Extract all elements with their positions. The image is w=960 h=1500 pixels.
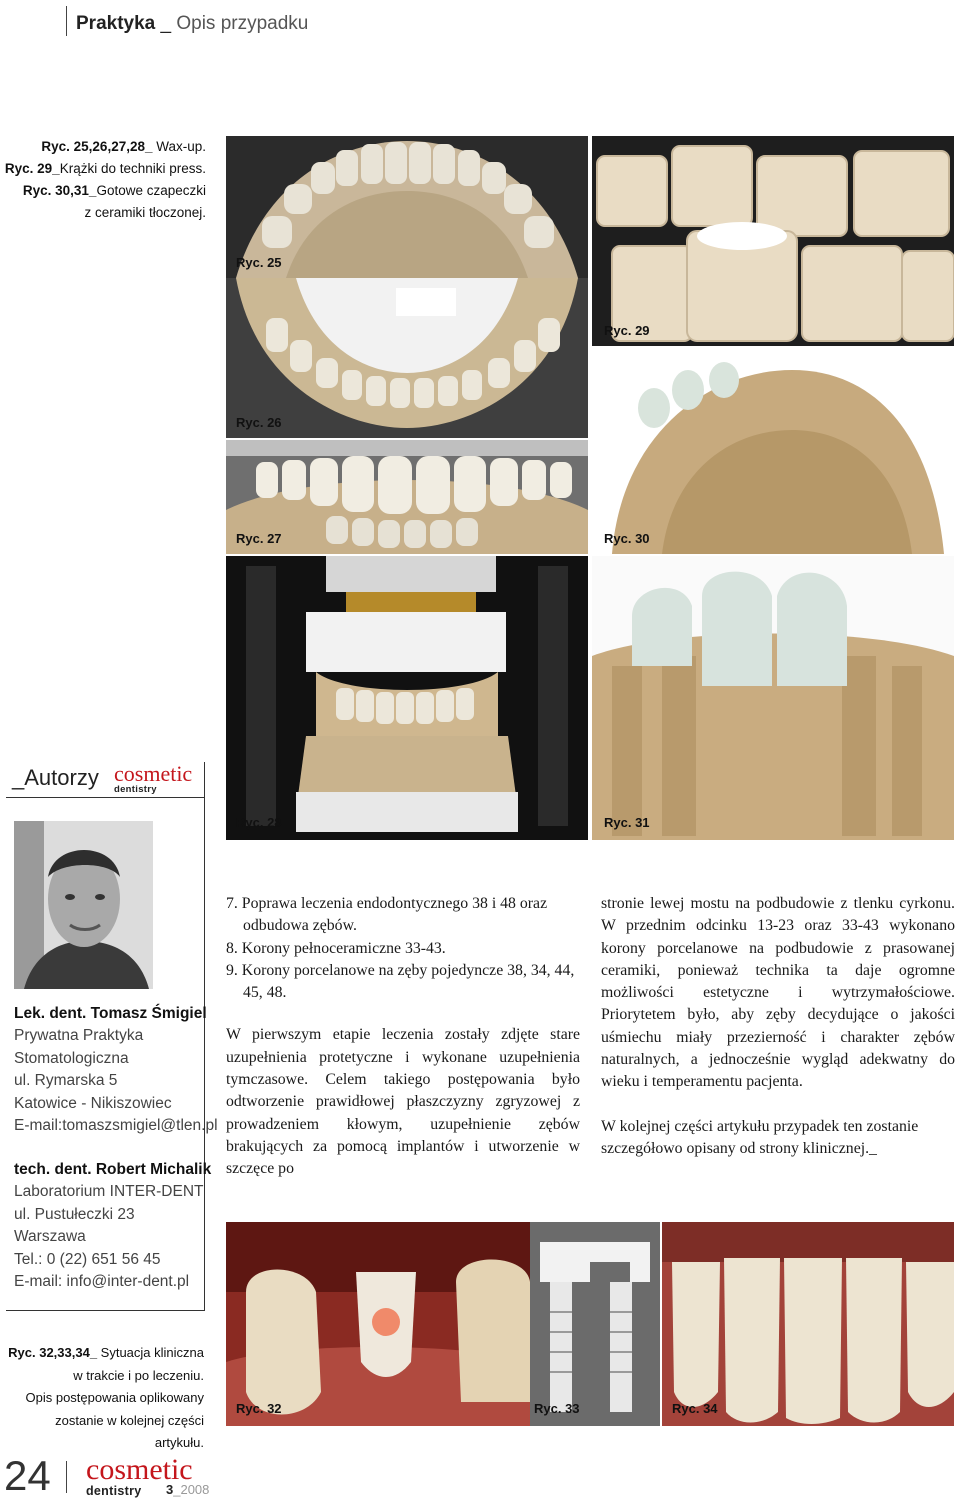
issue-year: _2008 xyxy=(173,1482,210,1497)
author-email[interactable]: E-mail: info@inter-dent.pl xyxy=(14,1273,190,1291)
logo-word: cosmetic xyxy=(86,1453,193,1486)
figure-caption-top xyxy=(0,136,206,224)
caption-label: Ryc. 25,26,27,28_ xyxy=(41,139,153,154)
photo-ryc-31 xyxy=(592,556,954,840)
caption-text: Sytuacja kliniczna xyxy=(97,1345,204,1360)
figure-label: Ryc. 31 xyxy=(604,815,650,830)
issue: 3 xyxy=(166,1482,174,1497)
figure-caption-bottom xyxy=(4,1342,204,1455)
logo-sub: dentistry xyxy=(114,784,157,795)
figure-label: Ryc. 32 xyxy=(236,1401,282,1416)
caption-text: Wax-up. xyxy=(152,139,206,154)
photo-ryc-30 xyxy=(592,350,954,554)
header-separator: _ xyxy=(155,13,177,34)
author-line: Laboratorium INTER-DENT xyxy=(14,1183,204,1201)
author-line: ul. Rymarska 5 xyxy=(14,1072,118,1090)
page-number: 24 xyxy=(4,1452,51,1499)
running-header xyxy=(76,13,308,35)
figure-label: Ryc. 26 xyxy=(236,415,282,430)
figure-label: Ryc. 30 xyxy=(604,531,650,546)
author-line: ul. Pustułeczki 23 xyxy=(14,1205,135,1223)
author-portrait xyxy=(14,821,153,989)
logo-sub: dentistry xyxy=(86,1484,142,1498)
figure-label: Ryc. 29 xyxy=(604,323,650,338)
photo-ryc-32 xyxy=(226,1222,530,1426)
header-section: Praktyka xyxy=(76,13,156,34)
caption-label: Ryc. 30,31_ xyxy=(22,183,97,198)
author-1 xyxy=(14,1003,218,1137)
photo-ryc-34 xyxy=(662,1222,954,1426)
author-email[interactable]: E-mail:tomaszsmigiel@tlen.pl xyxy=(14,1117,218,1135)
author-2 xyxy=(14,1159,211,1293)
caption-text: z ceramiki tłoczonej. xyxy=(84,205,206,220)
author-line: Katowice - Nikiszowiec xyxy=(14,1094,172,1112)
photo-ryc-27 xyxy=(226,440,588,554)
photo-ryc-28 xyxy=(226,556,588,840)
body-column-1 xyxy=(226,893,580,1181)
header-rule xyxy=(66,6,67,36)
figure-label: Ryc. 33 xyxy=(534,1401,580,1416)
caption-text: Opis postępowania oplikowany xyxy=(25,1390,204,1405)
issue-number xyxy=(166,1482,209,1497)
authors-logo xyxy=(114,761,193,795)
footer-rule xyxy=(66,1461,67,1493)
list-item: 9. Korony porcelanowe na zęby pojedyncze 38, 34, 44, 45, 48. xyxy=(226,961,575,1002)
caption-text: Krążki do techniki press. xyxy=(59,161,206,176)
authors-title: _Autorzy xyxy=(12,765,99,790)
figure-label: Ryc. 27 xyxy=(236,531,282,546)
author-name: Lek. dent. Tomasz Śmigiel xyxy=(14,1005,207,1022)
author-line: Prywatna Praktyka xyxy=(14,1027,144,1045)
list-item: 8. Korony pełnoceramiczne 33-43. xyxy=(226,939,446,957)
author-name: tech. dent. Robert Michalik xyxy=(14,1161,212,1178)
figure-label: Ryc. 34 xyxy=(672,1401,718,1416)
author-phone: Tel.: 0 (22) 651 56 45 xyxy=(14,1250,161,1268)
photo-ryc-26 xyxy=(226,278,588,438)
paragraph: W kolejnej części artykułu przypadek ten zostanie szczegółowo opisany od strony klinicznej._ xyxy=(601,1117,919,1157)
photo-ryc-25 xyxy=(226,136,588,278)
caption-text: Gotowe czapeczki xyxy=(96,183,206,198)
paragraph: stronie lewej mostu na podbudowie z tlenku cyrkonu. W przednim odcinku 13-23 oraz 33-43 wykonano korony porcelanowe na podbudowie z prasowanej ceramiki, ponieważ technika ta daje ogromne możliwości estetyczne i wytrzymałościowe. Priorytetem było, aby zęby decydujące o jakości uśmiechu miały przezierność i charakter zębów naturalnych, a jednocześnie wygląd adekwatny do wieku i temperamentu pacjenta. xyxy=(601,895,955,1091)
authors-divider xyxy=(6,797,204,798)
caption-label: Ryc. 29_ xyxy=(4,161,60,176)
caption-text: w trakcie i po leczeniu. xyxy=(73,1367,204,1383)
body-column-2 xyxy=(601,893,955,1160)
author-line: Stomatologiczna xyxy=(14,1049,129,1067)
figure-label: Ryc. 28 xyxy=(236,815,282,830)
paragraph: W pierwszym etapie leczenia zostały zdjęte stare uzupełnienia protetyczne i wykonane uzupełnienia tymczasowe. Celem takiego postępowania było odtworzenie prawidłowej płaszczyzny zgryzowej z prowadzeniem kłowym, uzupełnienie zębów brakujących za pomocą implantów i utworzenie w szczęce po xyxy=(226,1026,580,1178)
caption-text: zostanie w kolejnej części artykułu. xyxy=(55,1412,204,1450)
author-line: Warszawa xyxy=(14,1228,86,1246)
figure-label: Ryc. 25 xyxy=(236,255,282,270)
caption-label: Ryc. 32,33,34_ xyxy=(8,1345,98,1360)
photo-ryc-29 xyxy=(592,136,954,346)
list-item: 7. Poprawa leczenia endodontycznego 38 i 48 oraz odbudowa zębów. xyxy=(226,895,548,935)
logo-word: cosmetic xyxy=(114,761,193,786)
header-subsection: Opis przypadku xyxy=(176,13,309,34)
photo-ryc-33 xyxy=(530,1222,660,1426)
